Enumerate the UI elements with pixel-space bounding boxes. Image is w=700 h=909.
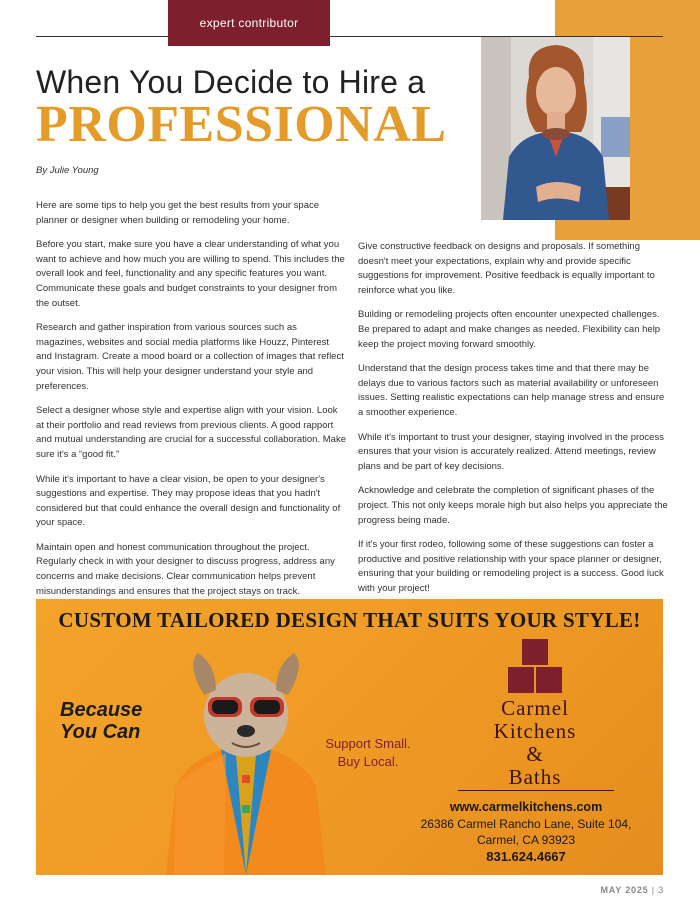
article-paragraph: Before you start, make sure you have a clear understanding of what you want to achieve and how much you are willing to spend. This includes the overall look and feel, functionality and any specific features you want. Communicate these goals and budget constraints to your designer from the outset. (36, 239, 345, 309)
folio-separator: | (648, 885, 659, 895)
advertisement[interactable] (36, 599, 663, 875)
article-paragraph: Give constructive feedback on designs and proposals. If something doesn't meet your expectations, explain why and provide specific suggestions for improvement. Positive feedback is equally important to reinforce what you like. (358, 241, 655, 296)
author-photo (481, 37, 630, 220)
ad-brand-name (450, 697, 620, 789)
article-byline: By Julie Young (36, 165, 99, 176)
article-paragraph: Select a designer whose style and expertise align with your vision. Look at their portfolio and read reviews from previous clients. A good rapport and mutual understanding are crucial for a successful collaboration. Make sure it's a “good fit.” (36, 405, 346, 460)
article-paragraph: Here are some tips to help you get the best results from your space planner or designer when building or remodeling your home. (36, 200, 320, 226)
ad-support-local (308, 735, 428, 771)
article-paragraph: If it's your first rodeo, following some of these suggestions can foster a productive and positive relationship with your space planner or designer, ensuring that your building or remodeling project is a success. Good luck with your project! (358, 539, 664, 594)
article-column-right (358, 240, 668, 606)
ad-address-line1: 26386 Carmel Rancho Lane, Suite 104, (420, 816, 632, 831)
article-title-line1: When You Decide to Hire a (36, 64, 426, 100)
article-paragraph: Maintain open and honest communication throughout the project. Regularly check in with your designer to discuss progress, address any concerns and make decisions. Clear communication helps prevent misunderstandings and ensures that the project stays on track. (36, 541, 335, 597)
folio-month-year: MAY 2025 (600, 885, 649, 895)
article-column-left (36, 199, 346, 609)
ad-support-line1: Support Small. (325, 736, 411, 751)
article-paragraph: Understand that the design process takes time and that there may be delays due to various factors such as material availability or unforeseen issues. Setting realistic expectations can help manage stress and ensure a smoother experience. (358, 363, 665, 418)
ad-website-link[interactable]: www.carmelkitchens.com (449, 800, 603, 814)
ad-headline: CUSTOM TAILORED DESIGN THAT SUITS YOUR STYLE! (58, 608, 641, 632)
ad-phone[interactable]: 831.624.4667 (486, 848, 566, 864)
article-paragraph: Research and gather inspiration from various sources such as magazines, websites and social media platforms like Houzz, Pinterest and Instagram. Create a mood board or a collection of images that reflect your vision. This will help your designer understand your style and preferences. (36, 322, 344, 392)
article-paragraph: Acknowledge and celebrate the completion of significant phases of the project. This not only keeps morale high but also helps you appreciate the progress being made. (358, 485, 668, 526)
page-folio (601, 885, 665, 895)
ad-tagline-line2: You Can (60, 721, 141, 743)
brand-line: Carmel (501, 696, 569, 720)
article-paragraph: Building or remodeling projects often encounter unexpected challenges. Be prepared to adapt and make changes as needed. Flexibility can help keep the project moving forward smoothly. (358, 309, 661, 350)
article-paragraph: While it's important to trust your designer, staying involved in the process ensures that your vision is accurately realized. Attend meetings, review plans and be part of key decisions. (358, 431, 664, 472)
article-title-line2: PROFESSIONAL (36, 96, 447, 153)
brand-line: Kitchens (493, 719, 577, 743)
section-tag: expert contributor (168, 0, 330, 46)
ad-support-line2: Buy Local. (337, 754, 399, 769)
ad-address-line2: Carmel, CA 93923 (476, 833, 576, 847)
article-paragraph: While it's important to have a clear vision, be open to your designer's suggestions and expertise. They may propose ideas that you hadn't considered but that could enhance the overall design and functionality of your space. (36, 473, 341, 529)
carmel-kitchens-logo-icon (508, 639, 562, 693)
brand-line: & (526, 742, 544, 766)
ad-contact-info (396, 799, 656, 865)
ad-tagline-line1: Because (60, 699, 143, 721)
brand-line: Baths (508, 765, 562, 789)
folio-page-number: 3 (658, 885, 664, 895)
brand-divider (458, 790, 614, 791)
